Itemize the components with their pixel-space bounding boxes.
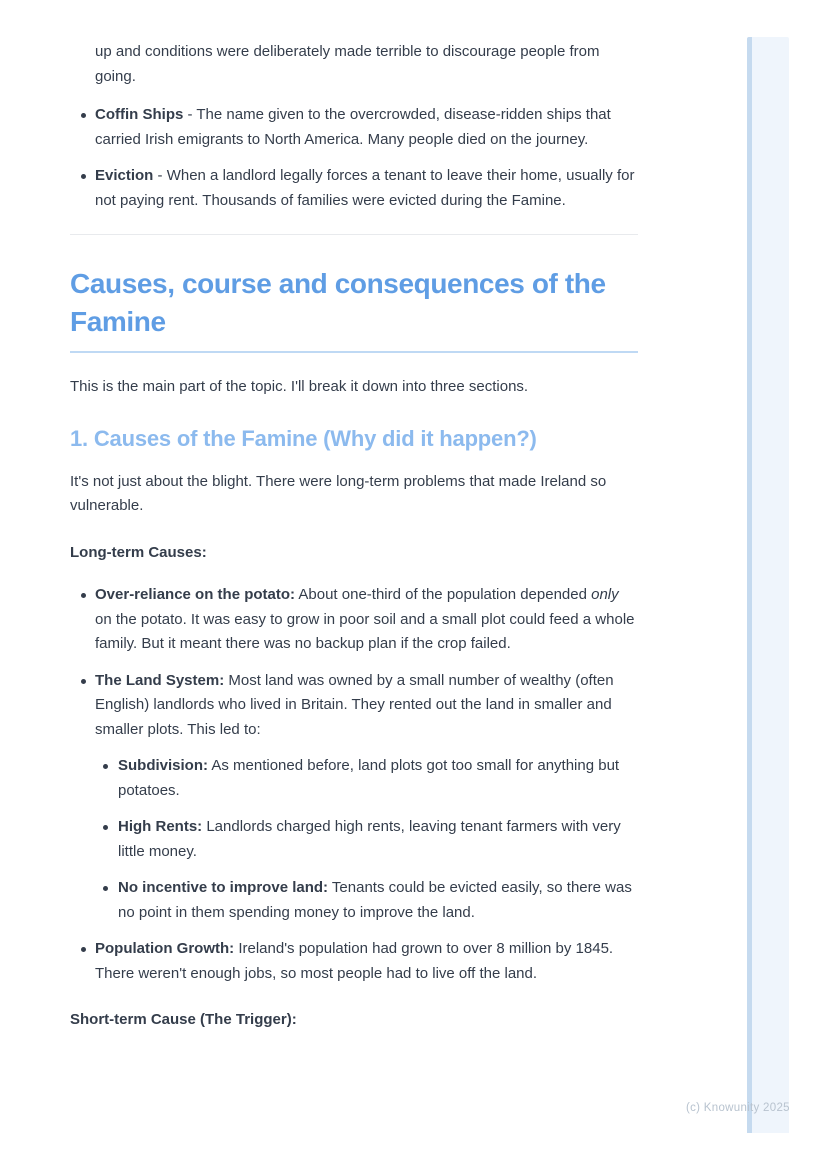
glossary-list [70, 103, 638, 213]
long-term-causes-label: Long-term Causes: [70, 543, 207, 561]
glossary-definition: The name given to the overcrowded, disease-ridden ships that carried Irish emigrants to North America. Many people died on the journey. [95, 106, 611, 148]
bullet-icon [81, 947, 86, 952]
short-term-cause-label: Short-term Cause (The Trigger): [70, 1011, 297, 1028]
bullet-icon [103, 886, 108, 891]
subcause-lead: Subdivision: [118, 757, 208, 774]
list-item [70, 583, 638, 657]
cause-text: on the potato. It was easy to grow in poor soil and a small plot could feed a whole family. But it meant there was no backup plan if the crop failed. [95, 610, 635, 652]
glossary-term: Eviction [95, 167, 154, 184]
list-item [70, 103, 638, 152]
bullet-icon [81, 593, 86, 598]
list-item [95, 815, 638, 864]
bullet-icon [81, 113, 86, 118]
glossary-term: Coffin Ships [95, 106, 184, 123]
subcause-lead: High Rents: [118, 818, 203, 835]
list-item [70, 164, 638, 213]
subcause-text: Tenants could be evicted easily, so there was no point in them spending money to improve the land. [118, 879, 632, 921]
causes-list [70, 583, 638, 986]
subcause-text: As mentioned before, land plots got too small for anything but potatoes. [118, 757, 620, 799]
land-system-sublist [95, 754, 638, 925]
document-content [70, 40, 638, 1033]
cause-text: Ireland's population had grown to over 8 million by 1845. There weren't enough jobs, so most people had to live off the land. [95, 940, 614, 982]
cause-lead: Over-reliance on the potato: [95, 586, 296, 603]
cause-text-italic: only [591, 586, 619, 603]
section-heading: 1. Causes of the Famine (Why did it happen?) [70, 425, 537, 451]
list-item [95, 754, 638, 803]
subcause-text: Landlords charged high rents, leaving tenant farmers with very little money. [118, 818, 621, 860]
cause-text: About one-third of the population depended [295, 586, 592, 603]
list-item [70, 669, 638, 926]
bullet-icon [81, 174, 86, 179]
paragraph-continuation: up and conditions were deliberately made terrible to discourage people from going. [95, 43, 600, 85]
scrollbar-track[interactable] [747, 37, 789, 1133]
glossary-definition: When a landlord legally forces a tenant to leave their home, usually for not paying rent. Thousands of families were evicted during the Famine. [95, 167, 635, 209]
bullet-icon [103, 764, 108, 769]
list-item [70, 937, 638, 986]
glossary-separator: - [183, 106, 197, 123]
glossary-separator: - [153, 167, 167, 184]
cause-text: Most land was owned by a small number of wealthy (often English) landlords who lived in Britain. They rented out the land in smaller and smaller plots. This led to: [95, 671, 614, 738]
intro-paragraph: This is the main part of the topic. I'll break it down into three sections. [70, 378, 529, 395]
subcause-lead: No incentive to improve land: [118, 879, 329, 896]
bullet-icon [81, 679, 86, 684]
cause-lead: Population Growth: [95, 940, 235, 957]
section-divider [70, 234, 638, 235]
watermark: (c) Knowunity 2025 [686, 1102, 790, 1114]
bullet-icon [103, 825, 108, 830]
section-intro-paragraph: It's not just about the blight. There were long-term problems that made Ireland so vulnerable. [70, 472, 607, 514]
list-item [95, 876, 638, 925]
page-title: Causes, course and consequences of the Famine [70, 265, 638, 353]
cause-lead: The Land System: [95, 671, 225, 689]
